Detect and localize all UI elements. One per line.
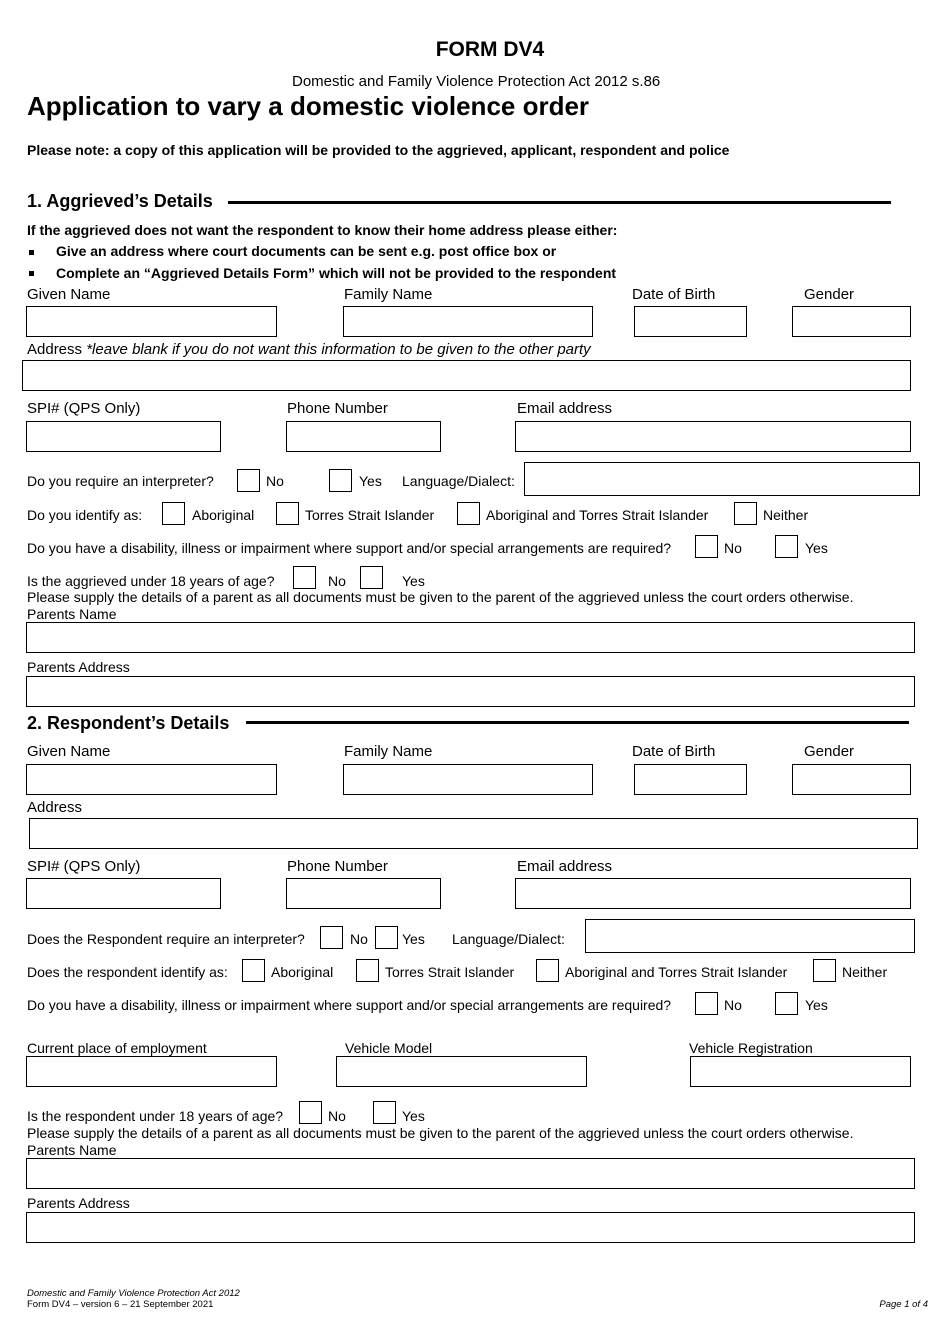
respondent-address-field[interactable]	[29, 818, 918, 849]
aggrieved-language-field[interactable]	[524, 462, 920, 496]
respondent-disability-no-checkbox[interactable]	[695, 992, 718, 1015]
respondent-language-field[interactable]	[585, 919, 915, 953]
aggrieved-address-label: Address *leave blank if you do not want this information to be given to the other party	[27, 341, 591, 358]
aggrieved-gender-field[interactable]	[792, 306, 911, 337]
respondent-email-label: Email address	[517, 858, 613, 875]
aggrieved-under18-question: Is the aggrieved under 18 years of age?	[27, 573, 275, 589]
respondent-both-checkbox[interactable]	[536, 959, 559, 982]
aggrieved-parent-note: Please supply the details of a parent as all documents must be given to the parent of the aggrieved unless the court orders otherwise.	[27, 589, 854, 605]
aggrieved-email-label: Email address	[517, 400, 613, 417]
aggrieved-both-checkbox[interactable]	[457, 502, 480, 525]
aggrieved-gender-label: Gender	[804, 286, 855, 303]
section-1-rule	[228, 201, 891, 204]
footer-page-number: Page 1 of 4	[879, 1299, 928, 1310]
respondent-vehicle-reg-field[interactable]	[690, 1056, 911, 1087]
respondent-under18-no-label: No	[328, 1108, 346, 1124]
respondent-vehicle-reg-label: Vehicle Registration	[689, 1040, 813, 1056]
respondent-neither-label: Neither	[842, 964, 888, 980]
aggrieved-interpreter-yes-label: Yes	[359, 473, 382, 489]
aggrieved-under18-yes-checkbox[interactable]	[360, 566, 383, 589]
respondent-interpreter-no-checkbox[interactable]	[320, 926, 343, 949]
respondent-parents-name-label: Parents Name	[27, 1142, 117, 1158]
notice-text: Please note: a copy of this application will be provided to the aggrieved, applicant, respondent and police	[27, 142, 730, 158]
respondent-under18-yes-checkbox[interactable]	[373, 1101, 396, 1124]
respondent-employment-label: Current place of employment	[27, 1040, 207, 1056]
respondent-under18-no-checkbox[interactable]	[299, 1101, 322, 1124]
respondent-vehicle-model-label: Vehicle Model	[345, 1040, 433, 1056]
respondent-employment-field[interactable]	[26, 1056, 277, 1087]
respondent-interpreter-no-label: No	[350, 931, 368, 947]
aggrieved-given-name-label: Given Name	[27, 286, 111, 303]
respondent-interpreter-yes-checkbox[interactable]	[375, 926, 398, 949]
respondent-given-name-label: Given Name	[27, 743, 111, 760]
aggrieved-parents-address-field[interactable]	[26, 676, 915, 707]
aggrieved-interpreter-no-checkbox[interactable]	[237, 469, 260, 492]
aggrieved-family-name-field[interactable]	[343, 306, 593, 337]
aggrieved-given-name-field[interactable]	[26, 306, 277, 337]
aggrieved-aboriginal-label: Aboriginal	[192, 507, 255, 523]
respondent-tsi-checkbox[interactable]	[356, 959, 379, 982]
aggrieved-disability-yes-checkbox[interactable]	[775, 535, 798, 558]
respondent-email-field[interactable]	[515, 878, 911, 909]
aggrieved-spi-label: SPI# (QPS Only)	[27, 400, 141, 417]
aggrieved-parents-name-field[interactable]	[26, 622, 915, 653]
respondent-spi-label: SPI# (QPS Only)	[27, 858, 141, 875]
respondent-family-name-field[interactable]	[343, 764, 593, 795]
aggrieved-parents-address-label: Parents Address	[27, 659, 130, 675]
respondent-dob-label: Date of Birth	[632, 743, 716, 760]
respondent-disability-yes-label: Yes	[805, 997, 828, 1013]
respondent-both-label: Aboriginal and Torres Strait Islander	[565, 964, 788, 980]
aggrieved-interpreter-question: Do you require an interpreter?	[27, 473, 214, 489]
aggrieved-interpreter-no-label: No	[266, 473, 284, 489]
aggrieved-neither-checkbox[interactable]	[734, 502, 757, 525]
respondent-vehicle-model-field[interactable]	[336, 1056, 587, 1087]
form-id: FORM DV4	[435, 38, 545, 61]
section-2-title: 2. Respondent’s Details	[27, 713, 230, 733]
section-2-rule	[246, 721, 909, 724]
aggrieved-language-label: Language/Dialect:	[402, 473, 515, 489]
aggrieved-email-field[interactable]	[515, 421, 911, 452]
page-title: Application to vary a domestic violence order	[27, 91, 590, 121]
aggrieved-both-label: Aboriginal and Torres Strait Islander	[486, 507, 709, 523]
aggrieved-tsi-label: Torres Strait Islander	[305, 507, 435, 523]
aggrieved-disability-question: Do you have a disability, illness or impairment where support and/or special arrangements are required?	[27, 540, 672, 556]
act-reference: Domestic and Family Violence Protection Act 2012 s.86	[292, 73, 661, 90]
aggrieved-disability-no-checkbox[interactable]	[695, 535, 718, 558]
respondent-parent-note: Please supply the details of a parent as all documents must be given to the parent of the aggrieved unless the court orders otherwise.	[27, 1125, 854, 1141]
respondent-dob-field[interactable]	[634, 764, 747, 795]
respondent-tsi-label: Torres Strait Islander	[385, 964, 515, 980]
aggrieved-disability-yes-label: Yes	[805, 540, 828, 556]
respondent-spi-field[interactable]	[26, 878, 221, 909]
address-note: *leave blank if you do not want this information to be given to the other party	[86, 341, 591, 358]
aggrieved-family-name-label: Family Name	[344, 286, 433, 303]
respondent-interpreter-question: Does the Respondent require an interpreter?	[27, 931, 305, 947]
respondent-gender-field[interactable]	[792, 764, 911, 795]
respondent-parents-address-field[interactable]	[26, 1212, 915, 1243]
footer-version: Form DV4 – version 6 – 21 September 2021	[27, 1299, 214, 1310]
aggrieved-spi-field[interactable]	[26, 421, 221, 452]
aggrieved-disability-no-label: No	[724, 540, 742, 556]
footer-act: Domestic and Family Violence Protection Act 2012	[27, 1288, 240, 1299]
respondent-parents-name-field[interactable]	[26, 1158, 915, 1189]
respondent-identify-question: Does the respondent identify as:	[27, 964, 228, 980]
respondent-disability-question: Do you have a disability, illness or impairment where support and/or special arrangements are required?	[27, 997, 672, 1013]
address-intro: If the aggrieved does not want the respondent to know their home address please either:	[27, 222, 618, 238]
respondent-disability-no-label: No	[724, 997, 742, 1013]
respondent-neither-checkbox[interactable]	[813, 959, 836, 982]
respondent-gender-label: Gender	[804, 743, 855, 760]
respondent-under18-question: Is the respondent under 18 years of age?	[27, 1108, 284, 1124]
aggrieved-phone-field[interactable]	[286, 421, 441, 452]
bullet-icon	[29, 250, 34, 255]
aggrieved-dob-label: Date of Birth	[632, 286, 716, 303]
aggrieved-interpreter-yes-checkbox[interactable]	[329, 469, 352, 492]
aggrieved-under18-no-label: No	[328, 573, 346, 589]
aggrieved-neither-label: Neither	[763, 507, 809, 523]
aggrieved-phone-label: Phone Number	[287, 400, 388, 417]
aggrieved-under18-yes-label: Yes	[402, 573, 425, 589]
aggrieved-under18-no-checkbox[interactable]	[293, 566, 316, 589]
aggrieved-aboriginal-checkbox[interactable]	[162, 502, 185, 525]
respondent-interpreter-yes-label: Yes	[402, 931, 425, 947]
aggrieved-identify-question: Do you identify as:	[27, 507, 143, 523]
respondent-phone-field[interactable]	[286, 878, 441, 909]
respondent-address-label: Address	[27, 799, 83, 816]
bullet-icon	[29, 271, 34, 276]
respondent-phone-label: Phone Number	[287, 858, 388, 875]
section-1-title: 1. Aggrieved’s Details	[27, 191, 213, 211]
respondent-parents-address-label: Parents Address	[27, 1195, 130, 1211]
respondent-language-label: Language/Dialect:	[452, 931, 565, 947]
respondent-aboriginal-checkbox[interactable]	[242, 959, 265, 982]
aggrieved-parents-name-label: Parents Name	[27, 606, 117, 622]
respondent-under18-yes-label: Yes	[402, 1108, 425, 1124]
bullet-item-po-box: Give an address where court documents can be sent e.g. post office box or	[56, 243, 557, 259]
respondent-family-name-label: Family Name	[344, 743, 433, 760]
respondent-given-name-field[interactable]	[26, 764, 277, 795]
aggrieved-address-field[interactable]	[22, 360, 911, 391]
respondent-disability-yes-checkbox[interactable]	[775, 992, 798, 1015]
aggrieved-tsi-checkbox[interactable]	[276, 502, 299, 525]
aggrieved-dob-field[interactable]	[634, 306, 747, 337]
respondent-aboriginal-label: Aboriginal	[271, 964, 334, 980]
bullet-item-details-form: Complete an “Aggrieved Details Form” which will not be provided to the respondent	[56, 265, 617, 281]
